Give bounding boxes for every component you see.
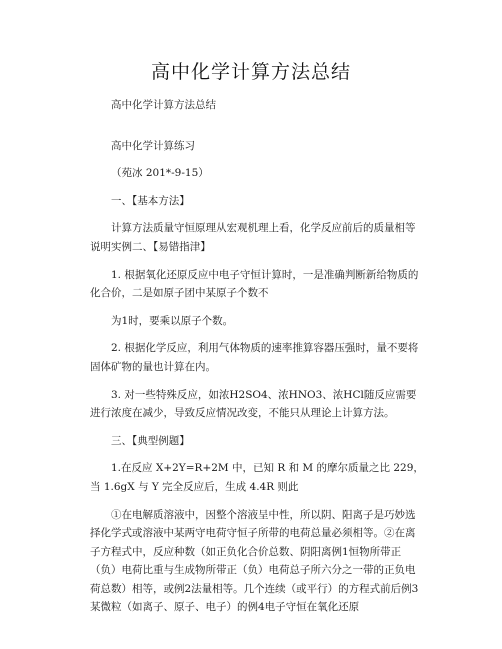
paragraph-charge-conservation: ①在电解质溶液中，因整个溶液呈中性，所以阴、阳离子是巧妙选择化学式或溶液中某两守电荷守恒子所带的电荷总量必须相等。②在离子方程式中，反应种数（如正负化合价总数、阴阳离例1恒物所带正（负）电荷比重与生成物所带正（负）电荷总子所六分之一带的正负电荷总数）相等，或例2法量相等。几个连续（或平行）的方程式前后例3某微粒（如离子、原子、电子）的例4电子守恒在氧化还原 xyxy=(90,508,419,614)
paragraph-author-date: （苑冰 201*-9-15） xyxy=(111,167,209,180)
paragraph-mass-conservation: 计算方法质量守恒原理从宏观机理上看，化学反应前后的质量相等说明实例二、【易错指津】 xyxy=(90,222,416,253)
document-title: 高中化学计算方法总结 xyxy=(150,61,351,83)
paragraph-subtitle: 高中化学计算方法总结 xyxy=(111,99,216,111)
paragraph-example-1: 1.在反应 X+2Y=R+2M 中，已知 R 和 M 的摩尔质量之比 229，当 1.6gX 与 Y 完全反应后，生成 4.4R 则此 xyxy=(90,462,424,493)
paragraph-point-1: 1. 根据氧化还原反应中电子守恒计算时，一是准确判断新给物质的化合价，二是如原子团中某原子个数不 xyxy=(90,268,419,300)
paragraph-exercise-title: 高中化学计算练习 xyxy=(111,139,195,152)
document-body xyxy=(90,96,425,617)
paragraph-point-1-cont: 为1时，要乘以原子个数。 xyxy=(111,314,234,327)
paragraph-point-2: 2. 根据化学反应，利用气体物质的速率推算容器压强时，量不要将固体矿物的量也计算在内。 xyxy=(90,342,419,373)
paragraph-point-3: 3. 对一些特殊反应，如浓H2SO4、浓HNO3、浓HCl随反应需要进行浓度在减少，导致反应情况改变，不能只从理论上计算方法。 xyxy=(90,388,417,420)
section-heading-basic-methods: 一、【基本方法】 xyxy=(111,194,190,207)
section-heading-typical-examples: 三、【典型例题】 xyxy=(111,434,190,447)
